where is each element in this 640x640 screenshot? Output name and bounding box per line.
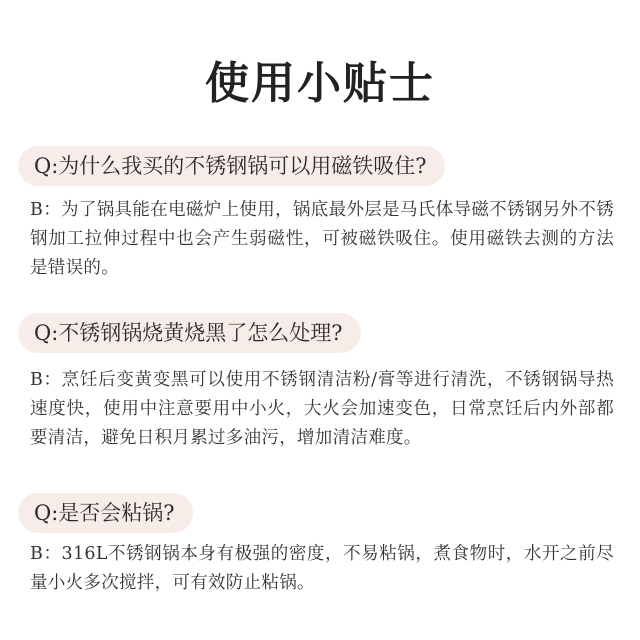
faq-answer-magnet: B：为了锅具能在电磁炉上使用，锅底最外层是马氏体导磁不锈钢另外不锈钢加工拉伸过程中也会产生弱磁性，可被磁铁吸住。使用磁铁去测的方法是错误的。: [30, 200, 614, 278]
faq-question-sticking: Q:是否会粘锅?: [18, 493, 193, 533]
faq-question-discoloration: Q:不锈钢锅烧黄烧黑了怎么处理?: [18, 313, 361, 353]
faq-question-magnet: Q:为什么我买的不锈钢锅可以用磁铁吸住?: [18, 146, 445, 186]
faq-answer-sticking: B：316L不锈钢锅本身有极强的密度，不易粘锅，煮食物时，水开之前尽量小火多次搅拌，可有效防止粘锅。: [30, 544, 614, 593]
page-title: 使用小贴士: [205, 58, 435, 109]
faq-answer-discoloration: B：烹饪后变黄变黑可以使用不锈钢清洁粉/膏等进行清洗，不锈钢锅导热速度快，使用中注意要用中小火，大火会加速变色，日常烹饪后内外部都要清洁，避免日积月累过多油污，增加清洁难度。: [30, 370, 614, 448]
